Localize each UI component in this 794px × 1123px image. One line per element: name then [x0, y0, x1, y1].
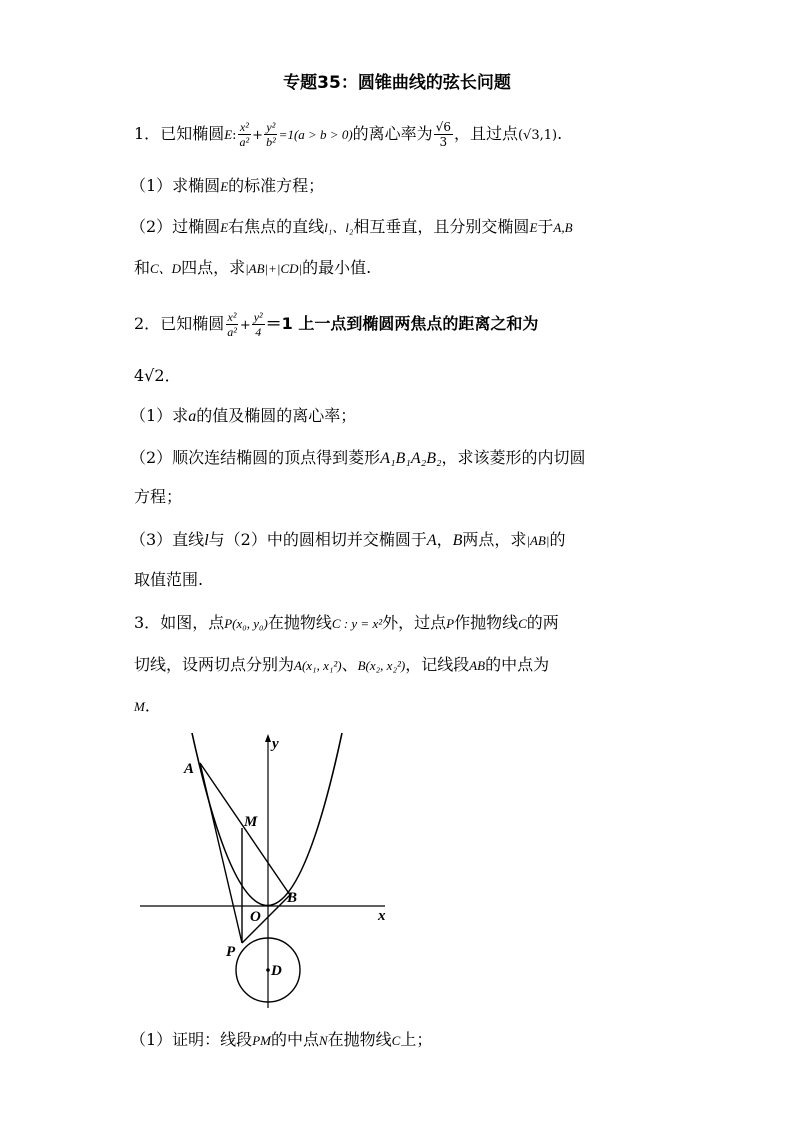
tangent-pa: [200, 763, 242, 943]
text: 的标准方程；: [228, 176, 325, 195]
point-p: P: [446, 616, 455, 631]
text: （3）直线: [130, 530, 205, 549]
page-title: 专题35：圆锥曲线的弦长问题: [283, 73, 511, 93]
ellipse-name: E: [224, 127, 233, 142]
text: 已知椭圆: [160, 314, 225, 333]
label-o: O: [250, 909, 261, 925]
text: （2）顺次连结椭圆的顶点得到菱形: [130, 448, 381, 467]
text: 的值及椭圆的离心率；: [196, 406, 357, 425]
fraction-y2-4: [252, 310, 265, 339]
point-a: A: [426, 532, 437, 549]
text: ，: [436, 530, 453, 549]
fraction-y2-b2: [264, 120, 278, 149]
text: .: [557, 124, 563, 143]
text: 于: [537, 217, 554, 236]
point-n: N: [318, 1033, 328, 1048]
denominator: a²: [227, 325, 237, 339]
text: 的最小值.: [302, 258, 372, 277]
points-cd: C、D: [150, 261, 182, 276]
problem-2-line-1: 2．已知椭圆 $\frac{\text{x²}}{\text{a²}}$ + $\frac{\text{y²}}{4}$ ＝1 上一点到椭圆两焦点的距离之和为: [134, 310, 539, 339]
parabola-figure: [130, 728, 410, 1018]
text: 切线，设两切点分别为: [134, 655, 295, 674]
denominator: 4: [255, 325, 262, 339]
point-p: P(x₀, y₀): [224, 616, 268, 631]
rhombus-name: A₁B₁A₂B₂: [380, 450, 442, 467]
numerator: y²: [266, 120, 276, 134]
ellipse-name: E: [220, 179, 229, 194]
text: 已知椭圆: [160, 124, 225, 143]
parabola-equation: C : y = x²: [331, 616, 383, 631]
text: 取值范围.: [134, 570, 204, 589]
center-d-dot: [266, 968, 270, 972]
colon: :: [232, 128, 237, 143]
problem-number: 2．: [134, 314, 161, 333]
lines-l1-l2: l₁、l₂: [324, 220, 354, 235]
text: 的离心率为: [352, 124, 433, 143]
problem-number: 1．: [134, 124, 161, 143]
text: ，且过点: [453, 124, 518, 143]
text: （2）过椭圆: [130, 217, 221, 236]
problem-2-q2-line-2: [134, 485, 182, 509]
parabola-name: C: [518, 616, 527, 631]
problem-1-line-1: 1．已知椭圆E: $\frac{\text{x²}}{\text{a²}}$ + $\frac{\text{y²}}{\text{b²}}$ =1(a > b > 0)的离心率为 $\frac{√6}{3}$ ，且过点(√3,1).: [134, 120, 563, 149]
text: （1）求椭圆: [130, 176, 221, 195]
parabola-name: C: [391, 1033, 401, 1048]
problem-2-q1: [130, 404, 356, 429]
ellipse-name: E: [529, 220, 538, 235]
segment-ab: AB: [469, 658, 486, 673]
problem-2-q3: [130, 528, 565, 553]
numerator: x²: [227, 310, 237, 324]
label-y: y: [272, 736, 279, 752]
problem-3-line-2: [134, 653, 549, 678]
label-d: D: [271, 963, 282, 979]
text: 四点，求: [181, 258, 246, 277]
text: ，记线段: [405, 655, 470, 674]
text: ＝1 上一点到椭圆两焦点的距离之和为: [265, 314, 539, 333]
problem-2-q3-line-2: [134, 568, 203, 592]
label-p: P: [226, 944, 236, 960]
text: 的中点为: [485, 655, 550, 674]
problem-number: 3．: [134, 613, 161, 632]
text: 的中点: [270, 1030, 319, 1049]
text: 的: [549, 530, 566, 549]
text: 的两: [526, 613, 559, 632]
text: 作抛物线: [454, 613, 519, 632]
problem-1-q1: [130, 174, 324, 199]
point-m: M: [134, 699, 145, 714]
numerator: y²: [253, 310, 263, 324]
fraction-x2-a2: [238, 120, 252, 149]
denominator: a²: [239, 135, 250, 149]
expression: |AB|: [526, 533, 550, 548]
fraction-x2-a2: [225, 310, 239, 339]
label-m: M: [244, 814, 258, 830]
text: 右焦点的直线: [228, 217, 325, 236]
text: 外，过点: [382, 613, 447, 632]
text: 、: [341, 655, 358, 674]
problem-2-q2: [130, 446, 586, 471]
problem-1-q2-line-1: [130, 215, 573, 240]
parabola-curve: [192, 733, 342, 906]
numerator: √6: [435, 120, 451, 134]
variable-a: a: [188, 408, 197, 425]
text: 与（2）中的圆相切并交椭圆于: [208, 530, 427, 549]
y-axis-arrow: [265, 734, 271, 742]
text: 如图，点: [160, 613, 225, 632]
point-b: B(x₂, x₂²): [357, 658, 406, 673]
text: 在抛物线: [327, 1030, 392, 1049]
equation-rhs: =1(a > b > 0): [278, 127, 353, 142]
text: 两点，求: [462, 530, 527, 549]
text: （1）证明：线段: [130, 1030, 253, 1049]
problem-3-q1: [130, 1028, 432, 1053]
problem-2-line-2: [134, 364, 181, 388]
point-a: A(x₁, x₁²): [294, 658, 342, 673]
ellipse-name: E: [220, 220, 229, 235]
expression: |AB|+|CD|: [245, 261, 303, 276]
text: ，求该菱形的内切圆: [441, 448, 586, 467]
text: 方程；: [134, 487, 183, 506]
denominator: b²: [266, 135, 276, 149]
text: 和: [134, 258, 151, 277]
problem-1-q2-line-2: [134, 256, 371, 281]
line-l: l: [204, 532, 209, 549]
label-b: B: [287, 890, 298, 906]
label-a: A: [184, 761, 195, 777]
points-ab: A,B: [553, 220, 573, 235]
text: 上；: [400, 1030, 433, 1049]
problem-3-line-1: [134, 611, 559, 636]
problem-3-line-3: [134, 694, 161, 719]
numerator: x²: [239, 120, 249, 134]
point: (√3,1): [517, 128, 558, 143]
distance-value: 4√2: [134, 366, 165, 385]
fraction-eccentricity: [434, 120, 453, 149]
text: 在抛物线: [267, 613, 332, 632]
label-x: x: [378, 908, 386, 924]
text: ．: [144, 696, 161, 715]
text: （1）求: [130, 406, 189, 425]
text: ．: [164, 366, 181, 385]
denominator: 3: [439, 135, 448, 149]
point-b: B: [452, 532, 463, 549]
text: 相互垂直，且分别交椭圆: [353, 217, 530, 236]
segment-pm: PM: [252, 1033, 271, 1048]
